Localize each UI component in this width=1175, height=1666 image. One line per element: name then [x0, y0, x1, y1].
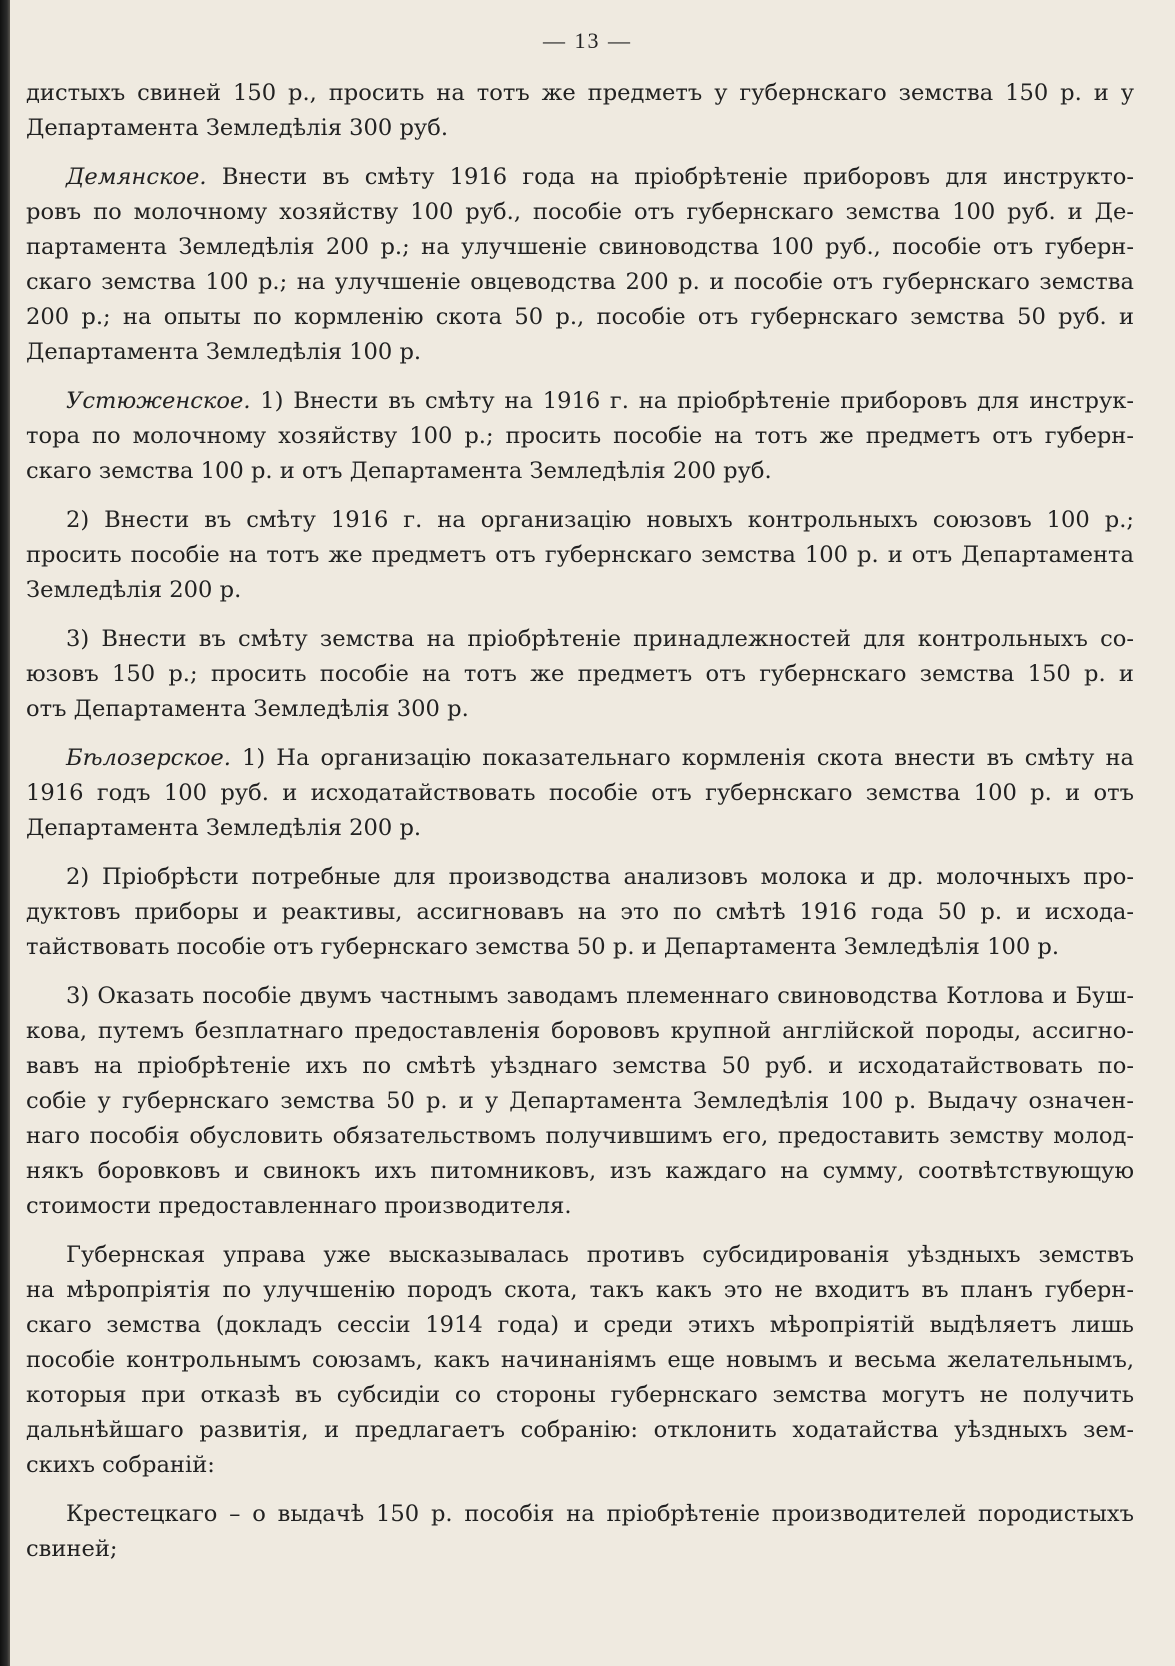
- text-line: [26, 160, 1134, 195]
- text-line: скаго земства 100 р.; на улучшеніе овцеводства 200 р. и пособіе отъ губернскаго земства: [26, 269, 1134, 295]
- text-line: [26, 741, 1134, 776]
- line-text: 1) Внести въ смѣту на 1916 г. на пріобрѣтеніе приборовъ для инструк-: [260, 388, 1134, 414]
- text-line: някъ боровковъ и свинокъ ихъ питомниковъ, изъ каждаго на сумму, соотвѣтствующую: [26, 1158, 1134, 1184]
- text-line: собіе у губернскаго земства 50 р. и у Департамента Земледѣлія 100 р. Выдачу означен-: [26, 1088, 1134, 1114]
- paragraph: [26, 741, 1134, 846]
- paragraph-gap: [26, 370, 1134, 384]
- line-text: 1) На организацію показательнаго кормленія скота внести въ смѣту на: [242, 745, 1135, 771]
- paragraph-gap: [26, 846, 1134, 860]
- paragraph: [26, 160, 1134, 370]
- paragraph-gap: [26, 146, 1134, 160]
- text-line: скихъ собраній:: [26, 1452, 215, 1478]
- text-line: наго пособія обусловить обязательствомъ получившимъ его, предоставить земству молод-: [26, 1123, 1134, 1149]
- paragraph-gap: [26, 727, 1134, 741]
- text-line: 2) Внести въ смѣту 1916 г. на организацію новыхъ контрольныхъ союзовъ 100 р.;: [66, 507, 1134, 533]
- text-line: тайствовать пособіе отъ губернскаго земства 50 р. и Департамента Земледѣлія 100 р.: [26, 934, 1060, 960]
- text-line: 3) Оказать пособіе двумъ частнымъ заводамъ племеннаго свиноводства Котлова и Буш-: [66, 983, 1134, 1009]
- text-line: стоимости предоставленнаго производителя.: [26, 1193, 572, 1219]
- text-line: Губернская управа уже высказывалась противъ субсидированія уѣздныхъ земствъ: [66, 1242, 1134, 1268]
- text-line: которыя при отказѣ въ субсидіи со стороны губернскаго земства могутъ не получить: [26, 1382, 1134, 1408]
- text-line: Крестецкаго – о выдачѣ 150 р. пособія на пріобрѣтеніе производителей породистыхъ: [66, 1501, 1134, 1527]
- paragraph-gap: [26, 965, 1134, 979]
- page-number: — 13 —: [543, 28, 632, 53]
- text-line: скаго земства (докладъ сессіи 1914 года) и среди этихъ мѣропріятій выдѣляетъ лишь: [26, 1312, 1134, 1338]
- text-line: Земледѣлія 200 р.: [26, 577, 242, 603]
- text-line: партамента Земледѣлія 200 р.; на улучшеніе свиноводства 100 руб., пособіе отъ губерн-: [26, 234, 1134, 260]
- text-line: 2) Пріобрѣсти потребные для производства анализовъ молока и др. молочныхъ про-: [66, 864, 1134, 890]
- text-line: вавъ на пріобрѣтеніе ихъ по смѣтѣ уѣзднаго земства 50 руб. и исходатайствовать по-: [26, 1053, 1134, 1079]
- paragraph-gap: [26, 489, 1134, 503]
- paragraph-gap: [26, 1224, 1134, 1238]
- text-line: кова, путемъ безплатнаго предоставленія борововъ крупной англійской породы, ассигно-: [26, 1018, 1134, 1044]
- paragraph: [26, 622, 1134, 727]
- paragraph: [26, 860, 1134, 965]
- text-line: Департамента Земледѣлія 100 р.: [26, 339, 422, 365]
- text-line: 3) Внести въ смѣту земства на пріобрѣтеніе принадлежностей для контрольныхъ со-: [66, 626, 1134, 652]
- text-line: отъ Департамента Земледѣлія 300 р.: [26, 696, 469, 722]
- text-line: скаго земства 100 р. и отъ Департамента Земледѣлія 200 руб.: [26, 458, 772, 484]
- document-page: [20, 0, 1155, 1666]
- paragraph: [26, 384, 1134, 489]
- book-binding-edge: [0, 0, 10, 1666]
- district-name: Демянское.: [66, 164, 207, 190]
- text-line: дальнѣйшаго развитія, и предлагаетъ собранію: отклонить ходатайства уѣздныхъ зем-: [26, 1417, 1134, 1443]
- paragraph: [26, 1497, 1134, 1567]
- paragraph-gap: [26, 608, 1134, 622]
- text-line: [26, 384, 1134, 419]
- text-line: Департамента Земледѣлія 300 руб.: [26, 115, 449, 141]
- text-line: 1916 годъ 100 руб. и исходатайствовать пособіе отъ губернскаго земства 100 р. и отъ: [26, 780, 1134, 806]
- paragraph-gap: [26, 1483, 1134, 1497]
- paragraph: [26, 979, 1134, 1224]
- text-line: на мѣропріятія по улучшенію породъ скота, такъ какъ это не входитъ въ планъ губерн-: [26, 1277, 1134, 1303]
- text-line: свиней;: [26, 1536, 118, 1562]
- line-text: Внести въ смѣту 1916 года на пріобрѣтеніе приборовъ для инструкто-: [221, 164, 1134, 190]
- text-line: 200 р.; на опыты по кормленію скота 50 р., пособіе отъ губернскаго земства 50 руб. и: [26, 304, 1134, 330]
- text-line: ровъ по молочному хозяйству 100 руб., пособіе отъ губернскаго земства 100 руб. и Де-: [26, 199, 1134, 225]
- text-line: просить пособіе на тотъ же предметъ отъ губернскаго земства 100 р. и отъ Департамента: [26, 542, 1134, 568]
- text-line: пособіе контрольнымъ союзамъ, какъ начинаніямъ еще новымъ и весьма желательнымъ,: [26, 1347, 1134, 1373]
- district-name: Устюженское.: [66, 388, 251, 414]
- document-body: [26, 76, 1134, 1567]
- text-line: дистыхъ свиней 150 р., просить на тотъ же предметъ у губернскаго земства 150 р. и у: [26, 80, 1134, 106]
- paragraph: [26, 1238, 1134, 1483]
- text-line: Департамента Земледѣлія 200 р.: [26, 815, 422, 841]
- paragraph: [26, 503, 1134, 608]
- paragraph: [26, 76, 1134, 146]
- district-name: Бѣлозерское.: [66, 745, 231, 771]
- text-line: тора по молочному хозяйству 100 р.; просить пособіе на тотъ же предметъ отъ губерн-: [26, 423, 1134, 449]
- text-line: дуктовъ приборы и реактивы, ассигновавъ на это по смѣтѣ 1916 года 50 р. и исхода-: [26, 899, 1134, 925]
- text-line: юзовъ 150 р.; просить пособіе на тотъ же предметъ отъ губернскаго земства 150 р. и: [26, 661, 1134, 687]
